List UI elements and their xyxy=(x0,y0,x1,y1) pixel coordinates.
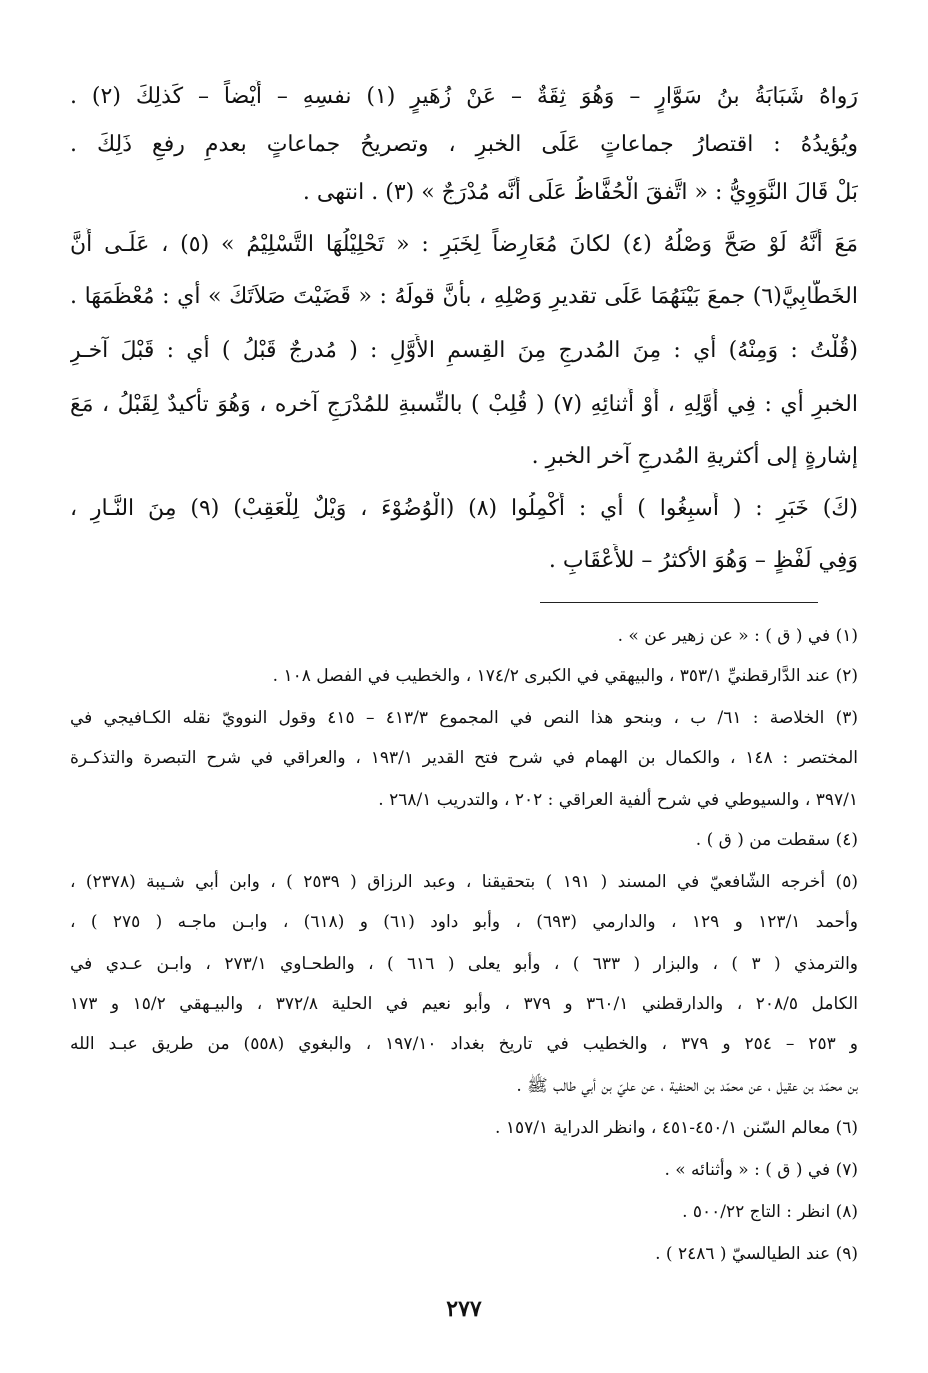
footnote-line-9: والترمذي ( ٣ ) ، والبزار ( ٦٣٣ ) ، وأبو يعلى ( ٦١٦ ) ، والطحـاوي ٢٧٣/١ ، وابـن عـدي في xyxy=(70,954,858,974)
body-line-2: ويُؤيدُهُ : اقتصارُ جماعاتٍ عَلَى الخبرِ ، وتصريحُ جماعاتٍ بعدمِ رفعِ ذَلِكَ . xyxy=(70,132,858,157)
body-line-8: إشارةٍ إلى أكثريةِ المُدرجِ آخر الخبرِ . xyxy=(531,444,858,469)
footnote-line-13: (٦) معالم السّنن ٤٥٠/١-٤٥١ ، وانظر الدراية ١٥٧/١ . xyxy=(495,1118,858,1138)
body-line-6: (قُلْتُ : وَمِنْهُ) أي : مِنَ المُدرجِ مِنَ القِسمِ الأَوَّلِ : ( مُدرجٌ قَبْلُ ) أي : قَبْلَ آخـرِ xyxy=(70,338,858,363)
footnote-line-11: و ٢٥٣ – ٢٥٤ و ٣٧٩ ، والخطيب في تاريخ بغداد ١٩٧/١٠ ، والبغوي (٥٥٨) من طريق عبـد الله xyxy=(70,1034,858,1054)
footnote-line-16: (٩) عند الطيالسيّ ( ٢٤٨٦ ) . xyxy=(655,1244,858,1264)
body-line-4: مَعَ أَنَّهُ لَوْ صَحَّ وَصْلُهُ (٤) لكانَ مُعَارِضاً لِخَبَرِ : « تَحْلِيْلُهَا التَّسْلِيْمُ » (٥) ، عَلَـى أَنَّ xyxy=(70,232,858,257)
footnote-separator xyxy=(540,602,818,603)
body-line-9: (كَ) خَبَرِ : ( أَسبِغُوا ) أي : أَكْمِلُوا (٨) (الْوُضُوْءَ ، وَيْلٌ لِلْعَقِبْ) (٩) مِنَ النَّـارِ ، xyxy=(70,496,858,521)
footnote-line-12: بن محمّد بن عقيل ، عن محمّد بن الحنفية ، عن عليّ بن أبي طالب ﷺ . xyxy=(516,1076,858,1096)
body-line-10: وَفِي لَفْظٍ – وَهُوَ الأكثرُ – للأَعْقَابِ . xyxy=(548,548,858,573)
body-line-5: الخَطَّابِيَّ(٦) جمعَ بَيْنَهُمَا عَلَى تقديرِ وَصْلِهِ ، بأَنَّ قولَهُ : « قَضَيْتَ صَلاَتَكَ » أي : مُعْظَمَهَا . xyxy=(70,284,858,309)
footnote-line-3: (٣) الخلاصة : ٦١/ ب ، وبنحو هذا النص في المجموع ٤١٣/٣ – ٤١٥ وقول النوويّ نقله الكـافيجي في xyxy=(70,708,858,728)
footnote-line-6: (٤) سقطت من ( ق ) . xyxy=(695,830,858,850)
body-line-3: بَلْ قَالَ النَّوَوِيُّ : « اتَّفقَ الْحُفَّاظُ عَلَى أَنَّه مُدْرَجٌ » (٣) . انتهى . xyxy=(302,180,858,205)
footnote-line-8: وأحمد ١٢٣/١ و ١٢٩ ، والدارمي (٦٩٣) ، وأبو داود (٦١) و (٦١٨) ، وابـن ماجـه ( ٢٧٥ ) ، xyxy=(70,912,858,932)
footnote-line-15: (٨) انظر : التاج ٥٠٠/٢٢ . xyxy=(682,1202,858,1222)
footnote-line-1: (١) في ( ق ) : « عن زهير عن » . xyxy=(617,626,858,646)
page-number: ٢٧٧ xyxy=(446,1296,482,1322)
footnote-line-14: (٧) في ( ق ) : « وأثنائه » . xyxy=(664,1160,858,1180)
body-line-7: الخبرِ أي : فِي أَوَّلِهِ ، أَوْ أَثنائِهِ (٧) ( قُلِبْ ) بالنِّسبةِ للمُدْرَجِ آخره ، وَهُوَ تأكيدٌ لِقَبْلُ ، مَعَ xyxy=(70,392,858,417)
footnote-line-2: (٢) عند الدَّارقطنيِّ ٣٥٣/١ ، والبيهقي في الكبرى ١٧٤/٢ ، والخطيب في الفصل ١٠٨ . xyxy=(272,666,858,686)
footnote-line-10: الكامل ٢٠٨/٥ ، والدارقطني ٣٦٠/١ و ٣٧٩ ، وأبو نعيم في الحلية ٣٧٢/٨ ، والبيـهقي ١٥/٢ و ١٧٣ xyxy=(70,994,858,1014)
footnote-line-5: ٣٩٧/١ ، والسيوطي في شرح ألفية العراقي : ٢٠٢ ، والتدريب ٢٦٨/١ . xyxy=(378,790,858,810)
footnote-line-7: (٥) أخرجه الشّافعيّ في المسند ( ١٩١ ) بتحقيقنا ، وعبد الرزاق ( ٢٥٣٩ ) ، وابن أبي شـيبة (٢٣٧٨) ، xyxy=(70,872,858,892)
footnote-line-4: المختصر : ١٤٨ ، والكمال بن الهمام في شرح فتح القدير ١٩٣/١ ، والعراقي في شرح التبصرة والتذكـرة xyxy=(70,748,858,768)
body-line-1: رَواهُ شَبَابَةُ بنُ سَوَّارٍ – وَهُوَ ثِقَةٌ – عَنْ زُهَيرٍ (١) نفسِهِ – أَيْضاً – كَذلِكَ (٢) . xyxy=(70,84,858,109)
